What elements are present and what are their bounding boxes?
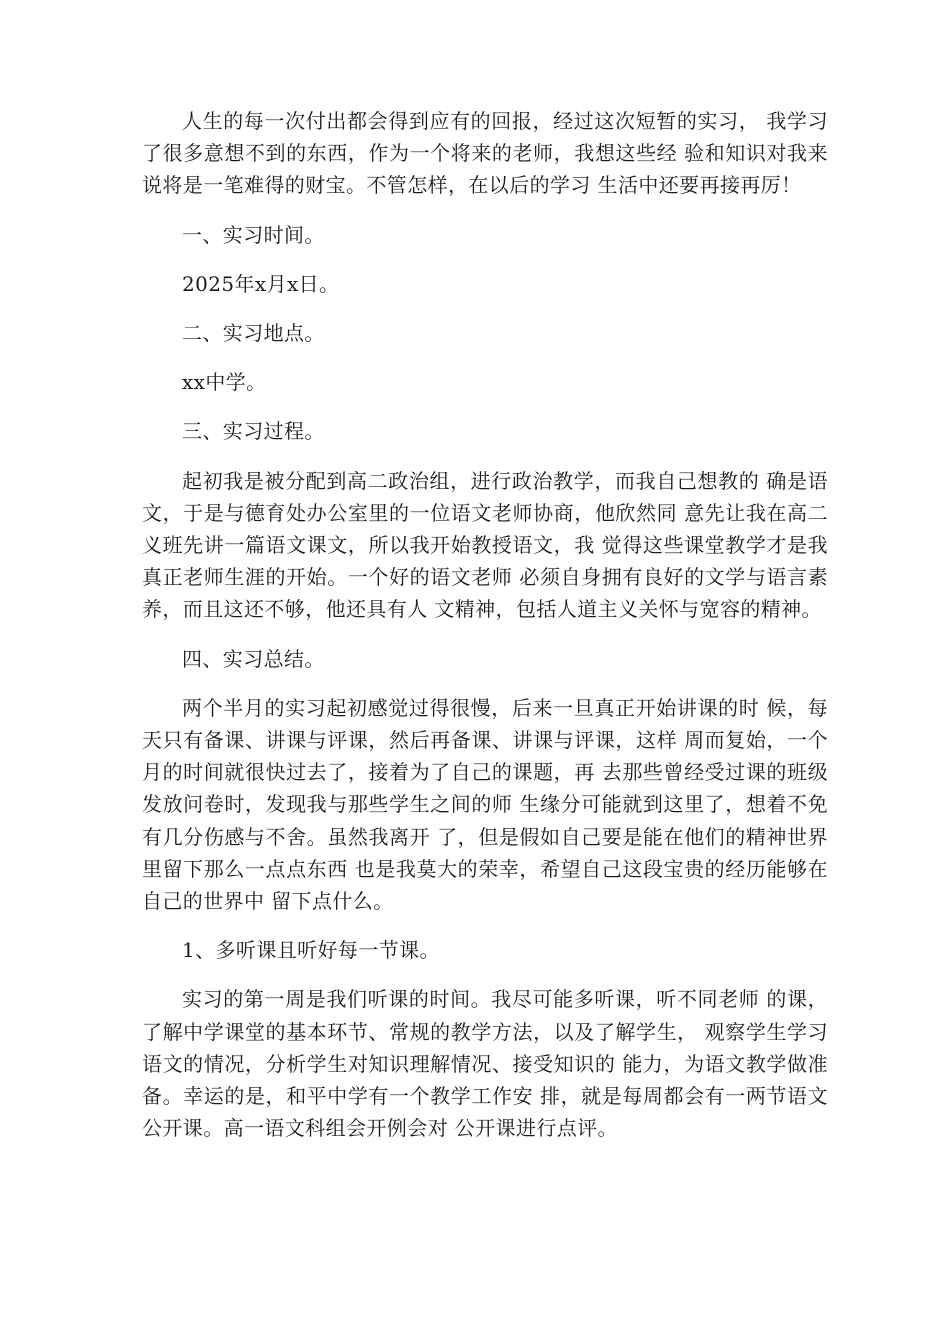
section-heading-process: 三、实习过程。: [182, 419, 325, 444]
subheading-listen: 1、多听课且听好每一节课。: [182, 938, 440, 963]
intro-paragraph: 人生的每一次付出都会得到应有的回报，经过这次短暂的实习， 我学习了很多意想不到的东西，作为一个将来的老师，我想这些经 验和知识对我来说将是一笔难得的财宝。不管怎样，在以后的学习 生活中还要再接再厉！: [142, 109, 828, 198]
listen-paragraph: 实习的第一周是我们听课的时间。我尽可能多听课，听不同老师 的课，了解中学课堂的基本环节、常规的教学方法，以及了解学生， 观察学生学习语文的情况，分析学生对知识理解情况、接受知识的 能力，为语文教学做准备。幸运的是，和平中学有一个教学工作安 排，就是每周都会有一两节语文公开课。高一语文科组会开例会对 公开课进行点评。: [142, 987, 828, 1141]
section-heading-time: 一、实习时间。: [182, 222, 325, 247]
document-page: [142, 105, 828, 1161]
section-heading-location: 二、实习地点。: [182, 321, 325, 346]
summary-paragraph: 两个半月的实习起初感觉过得很慢，后来一旦真正开始讲课的时 候，每天只有备课、讲课与评课，然后再备课、讲课与评课，这样 周而复始，一个月的时间就很快过去了，接着为了自己的课题，再 去那些曾经受过课的班级发放问卷时，发现我与那些学生之间的师 生缘分可能就到这里了，想着不免有几分伤感与不舍。虽然我离开 了，但是假如自己要是能在他们的精神世界里留下那么一点点东西 也是我莫大的荣幸，希望自己这段宝贵的经历能够在自己的世界中 留下点什么。: [142, 695, 828, 914]
process-paragraph: 起初我是被分配到高二政治组，进行政治教学，而我自己想教的 确是语文，于是与德育处办公室里的一位语文老师协商，他欣然同 意先让我在高二义班先讲一篇语文课文，所以我开始教授语文，我 觉得这些课堂教学才是我真正老师生涯的开始。一个好的语文老师 必须自身拥有良好的文学与语言素养，而且这还不够，他还具有人 文精神，包括人道主义关怀与宽容的精神。: [142, 468, 828, 622]
section-heading-summary: 四、实习总结。: [182, 646, 325, 671]
internship-location: xx中学。: [182, 370, 267, 395]
internship-date: 2025年x月x日。: [182, 271, 340, 296]
